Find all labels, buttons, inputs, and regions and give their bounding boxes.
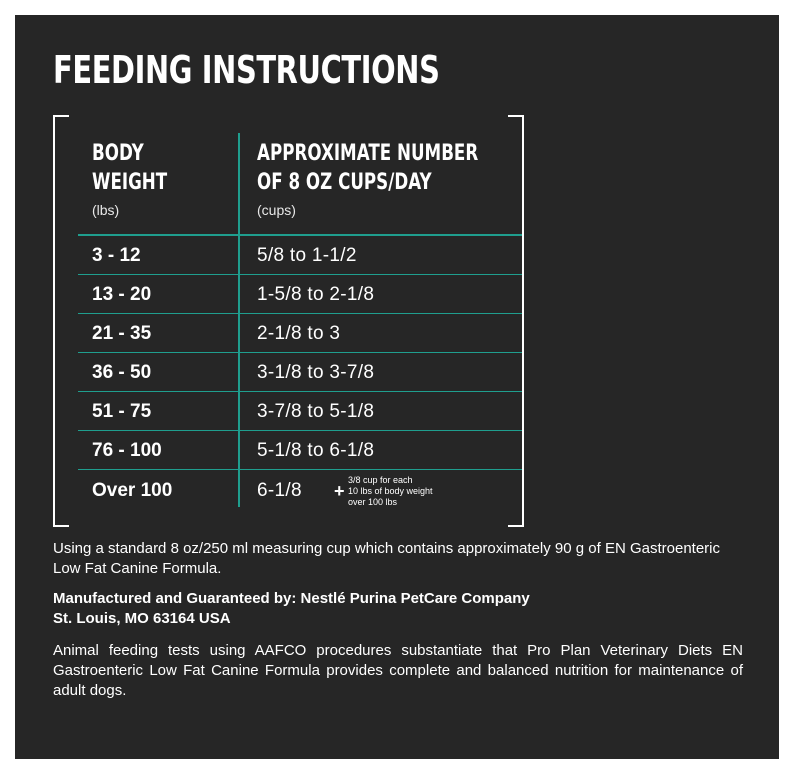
table-row (78, 275, 522, 314)
row-weight: Over 100 (92, 480, 173, 501)
table-row (78, 392, 522, 431)
row-weight: 3 - 12 (92, 245, 141, 266)
row-extra-note (334, 475, 433, 508)
row-cups: 1-5/8 to 2-1/8 (257, 284, 375, 305)
row-cups: 2-1/8 to 3 (257, 323, 341, 344)
manufacturer-address: St. Louis, MO 63164 USA (53, 610, 231, 627)
manufacturer-line: Manufactured and Guaranteed by: Nestlé Purina PetCare Company (53, 590, 530, 607)
row-cups: 5-1/8 to 6-1/8 (257, 440, 375, 461)
row-weight: 51 - 75 (92, 401, 152, 422)
extra-note-line: over 100 lbs (348, 497, 398, 507)
row-cups: 5/8 to 1-1/2 (257, 245, 357, 266)
row-weight: 21 - 35 (92, 323, 152, 344)
header-line: BODY (92, 141, 144, 166)
header-body-weight (92, 139, 191, 219)
table-row (78, 236, 522, 275)
measuring-note: Using a standard 8 oz/250 ml measuring cup which contains approximately 90 g of EN Gastroenteric Low Fat Canine Formula. (53, 540, 721, 577)
aafco-statement: Animal feeding tests using AAFCO procedures substantiate that Pro Plan Veterinary Diets EN Gastroenteric Low Fat Canine Formula provides complete and balanced nutrition for maintenance of adult dogs. (53, 642, 743, 699)
row-divider (78, 469, 522, 470)
table-row (78, 314, 522, 353)
table-row (78, 431, 522, 470)
row-weight: 36 - 50 (92, 362, 152, 383)
row-weight: 13 - 20 (92, 284, 152, 305)
table-row (78, 353, 522, 392)
header-line: WEIGHT (92, 170, 168, 195)
row-cups: 3-7/8 to 5-1/8 (257, 401, 375, 422)
extra-note-line: 10 lbs of body weight (348, 486, 433, 496)
header-unit: (lbs) (92, 202, 120, 218)
manufacturer-info (53, 589, 743, 629)
row-cups: 6-1/8 (257, 480, 302, 501)
plus-sign: + (334, 481, 345, 501)
feeding-instructions-panel (15, 15, 779, 759)
header-unit: (cups) (257, 202, 296, 218)
header-line: APPROXIMATE NUMBER (257, 141, 479, 166)
header-line: OF 8 OZ CUPS/DAY (257, 170, 432, 195)
page-title: FEEDING INSTRUCTIONS (53, 48, 440, 92)
row-cups: 3-1/8 to 3-7/8 (257, 362, 375, 383)
row-weight: 76 - 100 (92, 440, 162, 461)
extra-note-line: 3/8 cup for each (348, 475, 413, 485)
table-row (78, 471, 522, 510)
left-bracket (53, 115, 69, 527)
header-cups-per-day (257, 139, 548, 219)
